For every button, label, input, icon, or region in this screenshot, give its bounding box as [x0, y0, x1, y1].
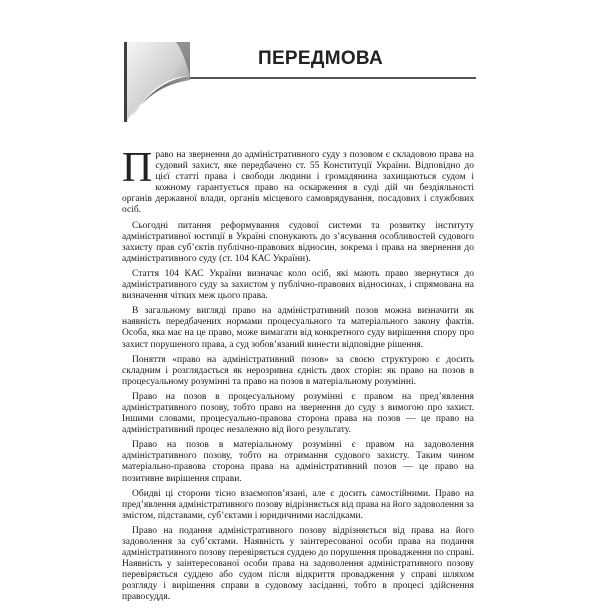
paragraph: Право на позов в матеріальному розумінні є правом на задоволення адміністративного позову, тобто на отримання судового захисту. Таким чином матеріально-правова сторона права на адміністративний позов — це право на позитивне вирішення справи. [122, 440, 474, 484]
page-curl-icon [124, 40, 194, 122]
paragraph: Право на позов в процесуальному розумінні є правом на пред’явлення адміністративного позову, тобто право на звернення до суду з вимогою про захист. Іншими словами, процесуально-правова сторона права на позов — це право на адміністративний процес незалежно від його результату. [122, 391, 474, 436]
paragraph: Поняття «право на адміністративний позов» за своєю структурою є досить складним і розглядається як нерозривна єдність двох сторін: як право на позов в процесуальному розумінні та право на позов в матеріальному розумінні. [122, 354, 474, 387]
paragraph: Право на подання адміністративного позову відрізняється від права на його задоволення за суб’єктами. Наявність у заінтересованої особи права на подання адміністративного позову перевіряється суддею до порушення провадження по справі. Наявність у заінтересованої особи права на задоволення адміністративного позову перевіряється суддею або судом після відкриття провадження у справі шляхом розгляду і вирішення справи в судовому засіданні, тобто в процесі здійснення правосуддя. [122, 525, 474, 603]
body-text [122, 145, 474, 608]
drop-cap: П [122, 145, 153, 191]
paragraph: Обидві ці сторони тісно взаємопов’язані, але є досить самостійними. Право на пред’явлення адміністративного позову відрізняється від права на його задоволення за змістом, підставами, суб’єктами і юридичними наслідками. [122, 488, 474, 521]
title-rule [190, 77, 476, 79]
paragraph: Право на звернення до адміністративного суду з позовом є складовою права на судовий захист, яке передбачено ст. 55 Конституції України. Відповідно до цієї статті права і свободи людини і громадянина захищаються судом і кожному гарантується право на оскарження в суді дій чи бездіяльності органів державної влади, органів місцевого самоврядування, посадових і службових осіб. [122, 145, 474, 216]
paragraph: Стаття 104 КАС України визначає коло осіб, які мають право звернутися до адміністративного суду за захистом у публічно-правових відносинах, і спрямована на визначення чітких меж цього права. [122, 268, 474, 302]
paragraph: В загальному вигляді право на адміністративний позов можна визначити як наявність передбачених нормами процесуального та матеріального закону фактів. Особа, яка має на це право, може вимагати від конкретного суду вирішення спору про захист порушеного права, а суд зобов’язаний винести відповідне рішення. [122, 306, 474, 350]
paragraph: Сьогодні питання реформування судової системи та розвитку інституту адміністративної юстиції в Україні спонукають до з’ясування особливостей судового захисту прав суб’єктів публічно-правових відносин, зокрема і права на звернення до адміністративного суду (ст. 104 КАС України). [122, 220, 474, 264]
page-title: ПЕРЕДМОВА [258, 48, 384, 69]
